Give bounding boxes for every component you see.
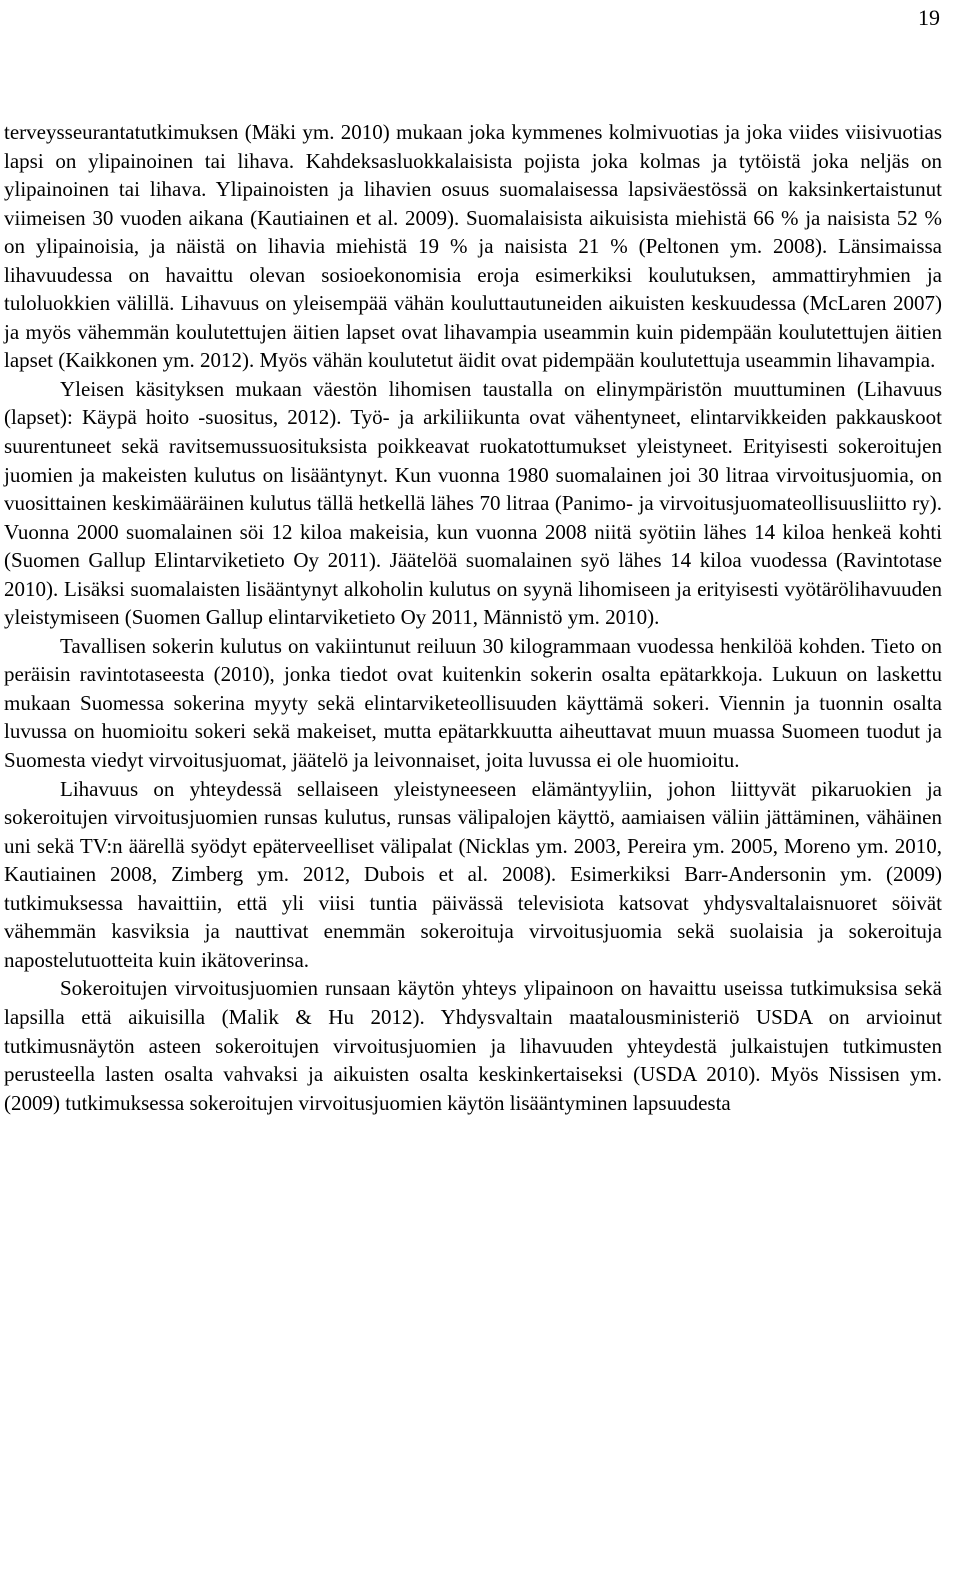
paragraph-sokerin-kulutus: Tavallisen sokerin kulutus on vakiintunut reiluun 30 kilogrammaan vuodessa henkilöä kohden. Tieto on peräisin ravintotaseesta (2010), jonka tiedot ovat kuitenkin sokerin osalta epätarkkoja. Lukuun on laskettu mukaan Suomessa sokerina myyty sekä elintarviketeollisuuden käyttämä sokeri. Viennin ja tuonnin osalta luvussa on huomioitu sokeri sekä makeiset, mutta epätarkkuutta aiheuttavat muun muassa Suomeen tuodut ja Suomesta viedyt virvoitusjuomat, jäätelö ja leivonnaiset, joita luvussa ei ole huomioitu.: [4, 633, 942, 773]
page-number: 19: [918, 5, 940, 30]
paragraph-lihavuus-yleisyys: terveysseurantatutkimuksen (Mäki ym. 2010) mukaan joka kymmenes kolmivuotias ja joka viides viisivuotias lapsi on ylipainoinen tai lihava. Kahdeksasluokkalaisista pojista joka kolmas ja tytöistä joka neljäs on ylipainoinen tai lihava. Ylipainoisten ja lihavien osuus suomalaisessa lapsiväestössä on kaksinkertaistunut viimeisen 30 vuoden aikana (Kautiainen et al. 2009). Suomalaisista aikuisista miehistä 66 % ja naisista 52 % on ylipainoisia, ja näistä on lihavia miehistä 19 % ja naisista 21 % (Peltonen ym. 2008). Länsimaissa lihavuudessa on havaittu olevan sosioekonomisia eroja esimerkiksi koulutuksen, ammattiryhmien ja tuloluokkien välillä. Lihavuus on yleisempää vähän kouluttautuneiden aikuisten keskuudessa (McLaren 2007) ja myös vähemmän koulutettujen äitien lapset ovat lihavampia useammin kuin pidempään koulutettujen äitien lapset (Kaikkonen ym. 2012). Myös vähän koulutetut äidit ovat pidempään koulutettuja useammin lihavampia.: [4, 120, 942, 373]
paragraph-virvoitusjuomat: Sokeroitujen virvoitusjuomien runsaan käytön yhteys ylipainoon on havaittu useissa tutkimuksisa sekä lapsilla että aikuisilla (Malik & Hu 2012). Yhdysvaltain maatalousministeriö USDA on arvioinut tutkimusnäytön asteen sokeroitujen virvoitusjuomien ja lihavuuden yhteydestä julkaistujen tutkimusten perusteella lasten osalta vahvaksi ja aikuisten osalta keskinkertaiseksi (USDA 2010). Myös Nissisen ym. (2009) tutkimuksessa sokeroitujen virvoitusjuomien käytön lisääntyminen lapsuudesta: [4, 976, 942, 1115]
paragraph-elamantyyli: Lihavuus on yhteydessä sellaiseen yleistyneeseen elämäntyyliin, johon liittyvät pikaruokien ja sokeroitujen virvoitusjuomien runsas kulutus, runsas välipalojen käyttö, aamiaisen väliin jättäminen, vähäinen uni sekä TV:n äärellä syödyt epäterveelliset välipalat (Nicklas ym. 2003, Pereira ym. 2005, Moreno ym. 2010, Kautiainen 2008, Zimberg ym. 2012, Dubois et al. 2008). Esimerkiksi Barr-Andersonin ym. (2009) tutkimuksessa havaittiin, että yli viisi tuntia päivässä televisiota katsovat yhdysvaltalaisnuoret söivät vähemmän kasviksia ja nauttivat enemmän sokeroituja virvoitusjuomia sekä suolaisia ja sokeroituja napostelutuotteita kuin ikätoverinsa.: [4, 776, 942, 972]
document-body: [4, 118, 942, 1117]
paragraph-elinymparisto: Yleisen käsityksen mukaan väestön lihomisen taustalla on elinympäristön muuttuminen (Lihavuus (lapset): Käypä hoito -suositus, 2012). Työ- ja arkiliikunta ovat vähentyneet, elintarvikkeiden pakkauskoot suurentuneet sekä ravitsemussuosituksista poikkeavat ruokatottumukset yleistyneet. Erityisesti sokeroitujen juomien ja makeisten kulutus on lisääntynyt. Kun vuonna 1980 suomalainen joi 30 litraa virvoitusjuomia, on vuosittainen keskimääräinen kulutus tällä hetkellä lähes 70 litraa (Panimo- ja virvoitusjuomateollisuusliitto ry). Vuonna 2000 suomalainen söi 12 kiloa makeisia, kun vuonna 2008 niitä syötiin lähes 14 kiloa henkeä kohti (Suomen Gallup Elintarviketieto Oy 2011). Jäätelöä suomalainen syö lähes 14 kiloa vuodessa (Ravintotase 2010). Lisäksi suomalaisten lisääntynyt alkoholin kulutus on syynä lihomiseen ja erityisesti vyötärölihavuuden yleistymiseen (Suomen Gallup elintarviketieto Oy 2011, Männistö ym. 2010).: [4, 376, 942, 630]
